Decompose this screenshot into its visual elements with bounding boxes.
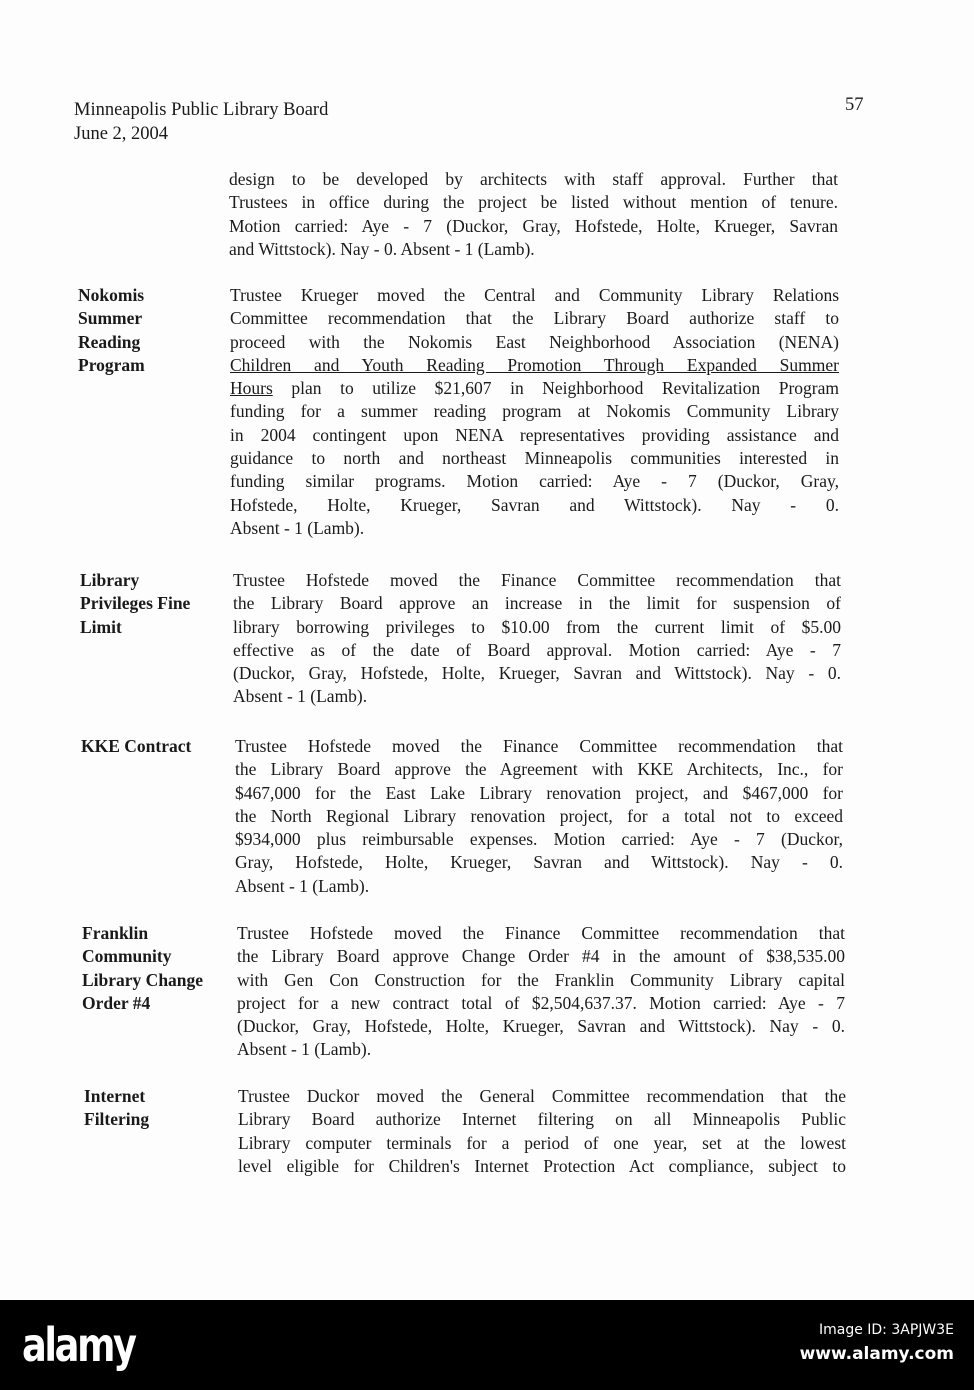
heading-line: Library (80, 570, 140, 590)
item-heading (78, 284, 228, 377)
text-line: Absent - 1 (Lamb). (237, 1039, 372, 1060)
item-heading (82, 922, 232, 1015)
item-heading (80, 569, 230, 639)
text-line: Trustee Krueger moved the Central and Community Library Relations (230, 285, 839, 305)
text-line: level eligible for Children's Internet Protection Act compliance, subject to (238, 1155, 846, 1176)
heading-line: Filtering (84, 1109, 150, 1130)
page-header (74, 98, 328, 146)
text-line: Hofstede, Holte, Krueger, Savran and Wittstock). Nay - 0. (230, 494, 839, 515)
heading-line: Library Change (82, 969, 204, 990)
item-heading (81, 735, 231, 758)
text-line: Trustee Duckor moved the General Committee recommendation that the (238, 1086, 846, 1106)
heading-line: Summer (78, 308, 143, 329)
item-text (238, 1085, 846, 1178)
heading-line: Order #4 (82, 992, 151, 1013)
item-text (237, 922, 845, 1062)
text-line: Library Board authorize Internet filtering on all Minneapolis Public (238, 1109, 846, 1130)
heading-line: Reading (78, 331, 141, 352)
text-line: $467,000 for the East Lake Library renovation project, and $467,000 for (235, 782, 843, 803)
text-line: with Gen Con Construction for the Franklin Community Library capital (237, 969, 845, 990)
stock-watermark-banner (0, 1300, 974, 1390)
meeting-date: June 2, 2004 (74, 124, 169, 144)
text-line: Trustees in office during the project be listed without mention of tenure. (229, 192, 838, 213)
text-line: Trustee Hofstede moved the Finance Committee recommendation that (235, 736, 843, 756)
item-text (229, 168, 838, 261)
text-line: Absent - 1 (Lamb). (233, 686, 368, 707)
heading-line: Privileges Fine (80, 593, 191, 614)
text-line: the Library Board approve an increase in the limit for suspension of (233, 593, 841, 614)
item-text (235, 735, 843, 898)
heading-line: Internet (84, 1086, 146, 1106)
heading-line: Franklin (82, 923, 149, 943)
text-line: the Library Board approve Change Order #4 in the amount of $38,535.00 (237, 946, 845, 967)
text-line: funding similar programs. Motion carried: Aye - 7 (Duckor, Gray, (230, 471, 839, 492)
text-line: (Duckor, Gray, Hofstede, Holte, Krueger, Savran and Wittstock). Nay - 0. (233, 663, 841, 684)
org-name: Minneapolis Public Library Board (74, 100, 329, 120)
watermark-url: www.alamy.com (799, 1344, 954, 1364)
heading-line: Program (78, 354, 145, 375)
text-line: Absent - 1 (Lamb). (235, 875, 370, 896)
text-line: (Duckor, Gray, Hofstede, Holte, Krueger, Savran and Wittstock). Nay - 0. (237, 1016, 845, 1037)
item-text (230, 284, 839, 540)
text-line: proceed with the Nokomis East Neighborhood Association (NENA) (230, 331, 839, 352)
item-heading (84, 1085, 234, 1132)
text-line: Motion carried: Aye - 7 (Duckor, Gray, Hofstede, Holte, Krueger, Savran (229, 215, 838, 236)
text-line: library borrowing privileges to $10.00 from the current limit of $5.00 (233, 616, 841, 637)
text-line: design to be developed by architects with staff approval. Further that (229, 169, 838, 189)
heading-line: Community (82, 946, 172, 967)
text-line: guidance to north and northeast Minneapolis communities interested in (230, 448, 839, 469)
item-text (233, 569, 841, 709)
text-line: Library computer terminals for a period of one year, set at the lowest (238, 1132, 846, 1153)
image-id: Image ID: 3APJW3E (818, 1322, 954, 1338)
heading-line: Limit (80, 616, 122, 637)
text-line: Children and Youth Reading Promotion Through Expanded Summer (230, 354, 839, 375)
text-line: Gray, Hofstede, Holte, Krueger, Savran and Wittstock). Nay - 0. (235, 852, 843, 873)
text-line: funding for a summer reading program at Nokomis Community Library (230, 401, 839, 422)
text-line: $934,000 plus reimbursable expenses. Motion carried: Aye - 7 (Duckor, (235, 829, 843, 850)
text-line: Trustee Hofstede moved the Finance Committee recommendation that (233, 570, 841, 590)
text-line: Hours plan to utilize $21,607 in Neighborhood Revitalization Program (230, 378, 839, 399)
text-line: Trustee Hofstede moved the Finance Committee recommendation that (237, 923, 845, 943)
text-line: in 2004 contingent upon NENA representatives providing assistance and (230, 424, 839, 445)
text-line: Absent - 1 (Lamb). (230, 517, 365, 538)
text-line: effective as of the date of Board approval. Motion carried: Aye - 7 (233, 639, 841, 660)
text-line: project for a new contract total of $2,504,637.37. Motion carried: Aye - 7 (237, 992, 845, 1013)
text-line: Committee recommendation that the Library Board authorize staff to (230, 308, 839, 329)
page-number: 57 (845, 95, 864, 115)
text-line: and Wittstock). Nay - 0. Absent - 1 (Lamb). (229, 238, 535, 259)
alamy-logo: alamy (22, 1318, 135, 1372)
text-line: the Library Board approve the Agreement with KKE Architects, Inc., for (235, 759, 843, 780)
heading-line: KKE Contract (81, 736, 192, 756)
text-line: the North Regional Library renovation project, for a total not to exceed (235, 805, 843, 826)
heading-line: Nokomis (78, 285, 145, 305)
